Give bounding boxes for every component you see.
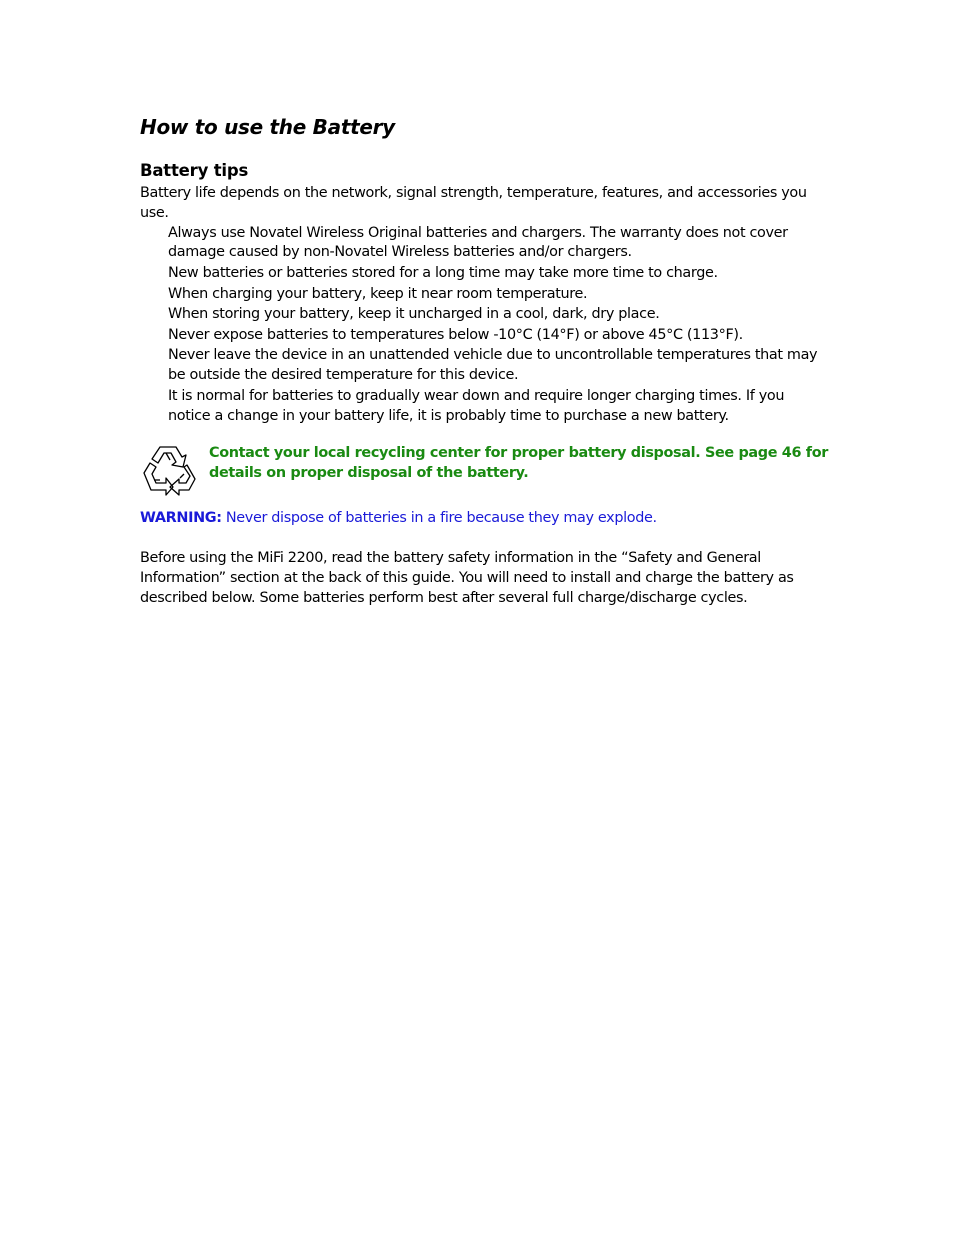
list-item: Never leave the device in an unattended vehicle due to uncontrollable temperatures that may be outside the desired temperature for this device. xyxy=(168,347,818,384)
before-using-paragraph: Before using the MiFi 2200, read the battery safety information in the “Safety and General Information” section at the back of this guide. You will need to install and charge the battery as described below. Some batteries perform best after several full charge/discharge cycles. xyxy=(140,550,794,606)
list-item: When storing your battery, keep it uncharged in a cool, dark, dry place. xyxy=(168,306,660,323)
list-item: It is normal for batteries to gradually wear down and require longer charging times. If you notice a change in your battery life, it is probably time to purchase a new battery. xyxy=(168,387,785,424)
document-page xyxy=(140,112,828,609)
intro-paragraph: Battery life depends on the network, signal strength, temperature, features, and accessories you use. xyxy=(140,185,807,221)
warning-text: Never dispose of batteries in a fire because they may explode. xyxy=(221,510,657,527)
warning-paragraph xyxy=(140,508,820,528)
list-item: New batteries or batteries stored for a long time may take more time to charge. xyxy=(168,264,718,281)
recycle-icon xyxy=(140,443,198,499)
list-item: Always use Novatel Wireless Original batteries and chargers. The warranty does not cover damage caused by non-Novatel Wireless batteries and/or chargers. xyxy=(168,224,788,261)
list-item: Never expose batteries to temperatures below -10°C (14°F) or above 45°C (113°F). xyxy=(168,326,743,343)
warning-label: WARNING: xyxy=(140,510,222,527)
list-item: When charging your battery, keep it near room temperature. xyxy=(168,285,588,302)
recycling-note xyxy=(140,443,828,499)
section-heading: Battery tips xyxy=(140,161,249,180)
recycling-text: Contact your local recycling center for proper battery disposal. See page 46 for details on proper disposal of the battery. xyxy=(209,445,828,482)
page-title: How to use the Battery xyxy=(140,115,395,139)
battery-tips-list xyxy=(140,224,820,427)
